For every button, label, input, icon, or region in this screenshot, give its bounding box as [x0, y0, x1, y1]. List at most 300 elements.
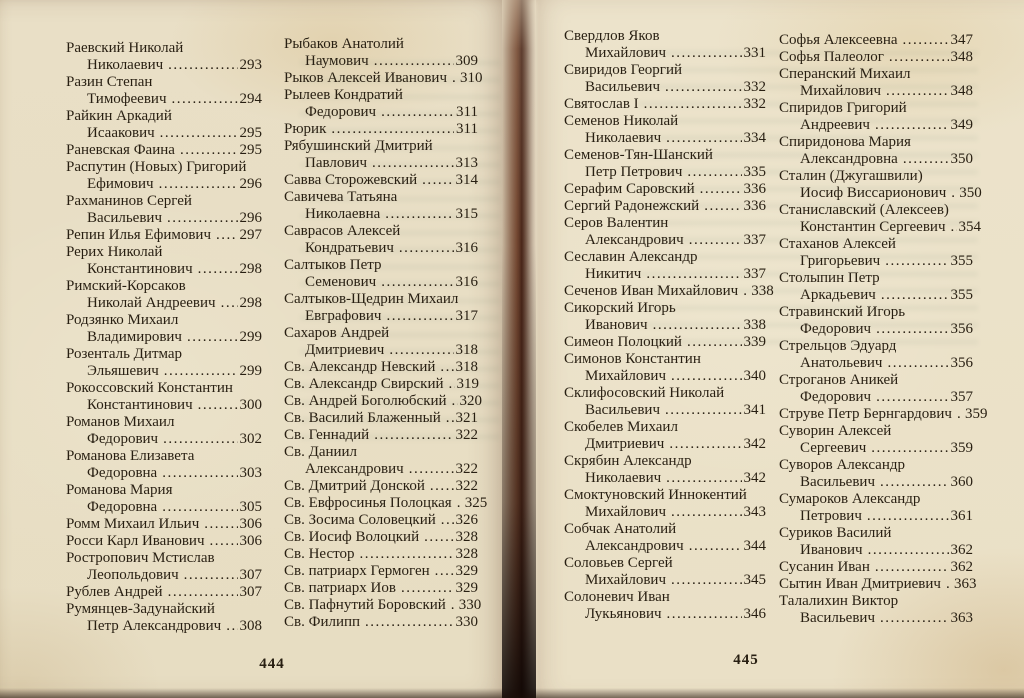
index-entry: [284, 495, 488, 512]
entry-text: Скобелев Михаил: [564, 419, 678, 435]
entry-text: Константин Сергеевич: [800, 219, 946, 235]
index-entry: [284, 580, 478, 597]
entry-text: Семенович: [305, 274, 377, 290]
entry-page-ref: 360: [950, 474, 973, 490]
entry-final-line: [779, 559, 973, 576]
entry-final-line: [284, 393, 483, 410]
index-entry: [66, 193, 262, 227]
entry-name-line: [779, 593, 973, 610]
entry-text: Никитич: [585, 266, 642, 282]
entry-name-line: [66, 312, 262, 329]
dot-leader: [951, 219, 957, 236]
dot-leader: [440, 359, 453, 376]
entry-text: Соловьев Сергей: [564, 555, 673, 571]
entry-text: Константинович: [87, 397, 193, 413]
dot-leader: [689, 538, 742, 555]
index-entry: [779, 100, 973, 134]
entry-page-ref: 344: [743, 538, 766, 554]
entry-page-ref: 343: [743, 504, 766, 520]
index-entry: [66, 159, 262, 193]
entry-text: Розенталь Дитмар: [66, 346, 183, 362]
entry-name-line: [779, 202, 973, 219]
index-entry: [284, 546, 478, 563]
entry-name-line: [779, 304, 973, 321]
dot-leader: [172, 91, 238, 108]
entry-final-line: [779, 542, 973, 559]
index-entry: [284, 427, 478, 444]
dot-leader: [875, 117, 949, 134]
entry-text: Симонов Константин: [564, 351, 701, 367]
index-entry: [284, 121, 478, 138]
entry-text: Талалихин Виктор: [779, 593, 899, 609]
dot-leader: [167, 210, 238, 227]
entry-text: Рылеев Кондратий: [284, 87, 403, 103]
index-entry: [564, 96, 766, 113]
entry-final-line: [779, 219, 981, 236]
entry-text: Романова Елизавета: [66, 448, 195, 464]
entry-page-ref: 332: [743, 96, 766, 112]
entry-page-ref: 306: [239, 533, 262, 549]
entry-final-line: [66, 363, 262, 380]
dot-leader: [653, 317, 742, 334]
entry-page-ref: 322: [455, 478, 478, 494]
entry-name-line: [284, 189, 478, 206]
index-entry: [284, 223, 478, 257]
entry-final-line: [564, 606, 766, 623]
entry-name-line: [66, 108, 262, 125]
entry-name-line: [284, 36, 478, 53]
dot-leader: [452, 393, 458, 410]
entry-page-ref: 362: [950, 559, 973, 575]
entry-page-ref: 298: [239, 261, 262, 277]
entry-text: Рябушинский Дмитрий: [284, 138, 433, 154]
entry-name-line: [779, 236, 973, 253]
entry-name-line: [779, 423, 973, 440]
entry-page-ref: 318: [455, 342, 478, 358]
dot-leader: [881, 287, 949, 304]
entry-page-ref: 356: [950, 355, 973, 371]
entry-text: Рублев Андрей: [66, 584, 163, 600]
entry-text: Семенов Николай: [564, 113, 679, 129]
entry-name-line: [564, 62, 766, 79]
entry-page-ref: 340: [743, 368, 766, 384]
entry-name-line: [779, 100, 973, 117]
entry-name-line: [66, 448, 262, 465]
index-entry: [779, 593, 973, 627]
index-entry: [284, 563, 478, 580]
index-entry: [66, 227, 262, 244]
index-entry: [284, 87, 478, 121]
entry-final-line: [779, 440, 973, 457]
entry-text: Рерих Николай: [66, 244, 163, 260]
entry-text: Скрябин Александр: [564, 453, 692, 469]
dot-leader: [646, 266, 741, 283]
entry-page-ref: 348: [950, 49, 973, 65]
dot-leader: [365, 614, 453, 631]
entry-final-line: [564, 79, 766, 96]
entry-final-line: [284, 274, 478, 291]
index-entry: [284, 172, 478, 189]
index-entry: [66, 414, 262, 448]
entry-text: Семенов-Тян-Шанский: [564, 147, 713, 163]
dot-leader: [451, 597, 457, 614]
index-entry: [564, 28, 766, 62]
entry-final-line: [66, 142, 262, 159]
entry-final-line: [66, 499, 262, 516]
entry-page-ref: 330: [455, 614, 478, 630]
index-entry: [284, 478, 478, 495]
entry-text: Спиридонова Мария: [779, 134, 911, 150]
index-entry: [284, 325, 478, 359]
entry-page-ref: 296: [239, 210, 262, 226]
entry-final-line: [779, 355, 973, 372]
entry-final-line: [284, 121, 478, 138]
entry-text: Сперанский Михаил: [779, 66, 911, 82]
entry-text: Васильевич: [800, 474, 875, 490]
entry-text: Сахаров Андрей: [284, 325, 390, 341]
entry-final-line: [66, 261, 262, 278]
dot-leader: [204, 516, 237, 533]
dot-leader: [168, 57, 237, 74]
entry-page-ref: 311: [456, 104, 478, 120]
dot-leader: [665, 402, 742, 419]
entry-page-ref: 363: [950, 610, 973, 626]
entry-text: Рокоссовский Константин: [66, 380, 233, 396]
entry-final-line: [779, 117, 973, 134]
entry-page-ref: 311: [456, 121, 478, 137]
entry-text: Владимирович: [87, 329, 182, 345]
dot-leader: [457, 495, 463, 512]
entry-text: Симеон Полоцкий: [564, 334, 682, 350]
index-entry: [779, 525, 973, 559]
entry-text: Андреевич: [800, 117, 870, 133]
dot-leader: [880, 610, 949, 627]
index-entry: [66, 142, 262, 159]
entry-final-line: [66, 57, 262, 74]
entry-text: Кондратьевич: [305, 240, 394, 256]
entry-text: Спиридов Григорий: [779, 100, 907, 116]
entry-page-ref: 350: [959, 185, 982, 201]
entry-final-line: [66, 431, 262, 448]
entry-text: Михайлович: [585, 368, 666, 384]
entry-page-ref: 306: [239, 516, 262, 532]
entry-page-ref: 355: [950, 287, 973, 303]
entry-name-line: [564, 589, 766, 606]
entry-text: Ромм Михаил Ильич: [66, 516, 200, 532]
entry-final-line: [779, 406, 988, 423]
entry-text: Исаакович: [87, 125, 155, 141]
entry-name-line: [564, 215, 766, 232]
index-entry: [564, 198, 766, 215]
entry-final-line: [779, 389, 973, 406]
entry-page-ref: 361: [950, 508, 973, 524]
entry-text: Александрович: [585, 232, 684, 248]
entry-name-line: [284, 325, 478, 342]
dot-leader: [409, 461, 454, 478]
dot-leader: [880, 474, 949, 491]
dot-leader: [875, 559, 949, 576]
dot-leader: [359, 546, 453, 563]
entry-final-line: [564, 368, 766, 385]
entry-text: Дмитриевич: [305, 342, 385, 358]
entry-text: Серов Валентин: [564, 215, 669, 231]
index-entry: [284, 529, 478, 546]
index-entry: [66, 40, 262, 74]
entry-text: Николаевна: [305, 206, 381, 222]
entry-page-ref: 363: [953, 576, 977, 592]
entry-text: Николаевич: [585, 470, 662, 486]
entry-page-ref: 299: [239, 363, 262, 379]
index-entry: [779, 372, 973, 406]
entry-page-ref: 331: [743, 45, 766, 61]
entry-text: Свердлов Яков: [564, 28, 660, 44]
entry-page-ref: 342: [743, 436, 766, 452]
dot-leader: [184, 567, 238, 584]
entry-page-ref: 349: [950, 117, 973, 133]
entry-page-ref: 294: [239, 91, 262, 107]
entry-page-ref: 316: [455, 274, 478, 290]
index-entry: [284, 512, 478, 529]
entry-text: Лукьянович: [585, 606, 662, 622]
entry-final-line: [564, 572, 766, 589]
entry-name-line: [564, 28, 766, 45]
entry-page-ref: 313: [455, 155, 478, 171]
index-entry: [564, 589, 766, 623]
index-entry: [66, 516, 262, 533]
index-entry: [66, 312, 262, 346]
index-entry: [284, 257, 478, 291]
entry-page-ref: 348: [950, 83, 973, 99]
dot-leader: [168, 584, 238, 601]
entry-name-line: [284, 138, 478, 155]
index-entry: [779, 559, 973, 576]
entry-page-ref: 357: [950, 389, 973, 405]
dot-leader: [372, 155, 453, 172]
entry-page-ref: 303: [239, 465, 262, 481]
index-entry: [284, 614, 478, 631]
entry-text: Румянцев-Задунайский: [66, 601, 215, 617]
index-entry: [779, 236, 973, 270]
index-entry: [564, 521, 766, 555]
dot-leader: [381, 104, 454, 121]
index-entry: [564, 62, 766, 96]
entry-final-line: [66, 125, 262, 142]
index-entry: [564, 147, 766, 181]
entry-name-line: [66, 482, 262, 499]
entry-page-ref: 342: [743, 470, 766, 486]
entry-final-line: [66, 584, 262, 601]
entry-text: Св. Пафнутий Боровский: [284, 597, 446, 613]
entry-final-line: [284, 104, 478, 121]
entry-page-ref: 322: [455, 461, 478, 477]
entry-text: Савичева Татьяна: [284, 189, 398, 205]
entry-name-line: [564, 453, 766, 470]
entry-final-line: [66, 567, 262, 584]
dot-leader: [671, 45, 742, 62]
entry-page-ref: 318: [455, 359, 478, 375]
index-column-2: [284, 36, 488, 631]
dot-leader: [424, 529, 453, 546]
dot-leader: [163, 431, 237, 448]
entry-final-line: [779, 576, 977, 593]
index-entry: [284, 393, 483, 410]
dot-leader: [198, 397, 238, 414]
entry-text: Райкин Аркадий: [66, 108, 172, 124]
entry-text: Рюрик: [284, 121, 327, 137]
index-entry: [779, 491, 973, 525]
entry-name-line: [564, 385, 766, 402]
entry-text: Васильевич: [585, 79, 660, 95]
entry-text: Федоровна: [87, 465, 158, 481]
entry-text: Дмитриевич: [585, 436, 665, 452]
entry-text: Александровна: [800, 151, 898, 167]
entry-page-ref: 334: [743, 130, 766, 146]
page-number-left: 444: [259, 656, 285, 672]
entry-text: Григорьевич: [800, 253, 881, 269]
dot-leader: [666, 130, 741, 147]
index-entry: [66, 108, 262, 142]
dot-leader: [162, 465, 237, 482]
entry-page-ref: 326: [455, 512, 478, 528]
entry-name-line: [779, 457, 973, 474]
entry-text: Родзянко Михаил: [66, 312, 179, 328]
entry-text: Ефимович: [87, 176, 154, 192]
index-entry: [66, 584, 262, 601]
entry-name-line: [284, 291, 478, 308]
index-entry: [284, 36, 478, 70]
entry-name-line: [779, 66, 973, 83]
dot-leader: [401, 580, 454, 597]
dot-leader: [743, 283, 749, 300]
entry-page-ref: 293: [239, 57, 262, 73]
entry-final-line: [66, 91, 262, 108]
index-entry: [564, 283, 774, 300]
entry-page-ref: 336: [743, 181, 766, 197]
entry-text: Смоктуновский Иннокентий: [564, 487, 747, 503]
entry-final-line: [284, 206, 478, 223]
entry-text: Римский-Корсаков: [66, 278, 186, 294]
index-entry: [564, 300, 766, 334]
book-spine-gutter: [502, 0, 536, 698]
entry-text: Св. Иосиф Волоцкий: [284, 529, 420, 545]
entry-final-line: [564, 317, 766, 334]
dot-leader: [210, 533, 238, 550]
entry-text: Михайлович: [800, 83, 881, 99]
entry-text: Св. патриарх Гермоген: [284, 563, 430, 579]
entry-page-ref: 330: [458, 597, 482, 613]
entry-text: Федорович: [87, 431, 159, 447]
entry-final-line: [564, 334, 766, 351]
entry-final-line: [284, 546, 478, 563]
entry-page-ref: 329: [455, 580, 478, 596]
index-entry: [284, 444, 478, 478]
index-entry: [779, 32, 973, 49]
entry-name-line: [66, 346, 262, 363]
entry-page-ref: 297: [239, 227, 262, 243]
dot-leader: [399, 240, 454, 257]
dot-leader: [441, 512, 454, 529]
entry-page-ref: 338: [751, 283, 774, 299]
entry-text: Николаевич: [585, 130, 662, 146]
entry-text: Сергий Радонежский: [564, 198, 700, 214]
entry-text: Тимофеевич: [87, 91, 167, 107]
dot-leader: [871, 440, 948, 457]
entry-final-line: [564, 402, 766, 419]
entry-final-line: [564, 504, 766, 521]
index-entry: [779, 457, 973, 491]
dot-leader: [226, 618, 237, 635]
dot-leader: [164, 363, 238, 380]
entry-final-line: [564, 436, 766, 453]
entry-text: Св. Нестор: [284, 546, 355, 562]
dot-leader: [385, 206, 453, 223]
entry-page-ref: 296: [239, 176, 262, 192]
entry-page-ref: 347: [950, 32, 973, 48]
entry-page-ref: 359: [964, 406, 988, 422]
entry-text: Васильевич: [87, 210, 162, 226]
entry-text: Суворов Александр: [779, 457, 905, 473]
entry-text: Стравинский Игорь: [779, 304, 906, 320]
dot-leader: [903, 32, 949, 49]
index-entry: [779, 202, 981, 236]
entry-text: Михайлович: [585, 504, 666, 520]
entry-page-ref: 355: [950, 253, 973, 269]
entry-final-line: [284, 410, 478, 427]
dot-leader: [386, 308, 453, 325]
entry-final-line: [284, 53, 478, 70]
entry-page-ref: 337: [743, 232, 766, 248]
index-entry: [779, 168, 982, 202]
entry-page-ref: 350: [950, 151, 973, 167]
entry-name-line: [779, 525, 973, 542]
entry-text: Св. Даниил: [284, 444, 358, 460]
entry-final-line: [564, 266, 766, 283]
entry-final-line: [564, 198, 766, 215]
index-entry: [564, 113, 766, 147]
dot-leader: [689, 232, 742, 249]
entry-text: Свиридов Георгий: [564, 62, 683, 78]
index-entry: [66, 74, 262, 108]
index-entry: [284, 410, 478, 427]
entry-text: Св. Василий Блаженный: [284, 410, 441, 426]
page-right: [518, 0, 1024, 698]
index-entry: [564, 215, 766, 249]
entry-page-ref: 302: [239, 431, 262, 447]
entry-final-line: [66, 295, 262, 312]
dot-leader: [887, 355, 948, 372]
entry-final-line: [284, 359, 478, 376]
dot-leader: [687, 164, 741, 181]
entry-final-line: [284, 240, 478, 257]
dot-leader: [946, 576, 952, 593]
entry-final-line: [564, 470, 766, 487]
entry-name-line: [66, 193, 262, 210]
entry-final-line: [779, 185, 982, 202]
dot-leader: [331, 121, 454, 138]
entry-text: Салтыков-Щедрин Михаил: [284, 291, 459, 307]
entry-final-line: [284, 512, 478, 529]
entry-text: Евграфович: [305, 308, 382, 324]
entry-name-line: [564, 521, 766, 538]
entry-text: Солоневич Иван: [564, 589, 670, 605]
entry-name-line: [284, 444, 478, 461]
entry-final-line: [66, 227, 262, 244]
entry-name-line: [284, 223, 478, 240]
index-entry: [779, 66, 973, 100]
entry-final-line: [779, 151, 973, 168]
entry-page-ref: 316: [455, 240, 478, 256]
entry-page-ref: 315: [455, 206, 478, 222]
